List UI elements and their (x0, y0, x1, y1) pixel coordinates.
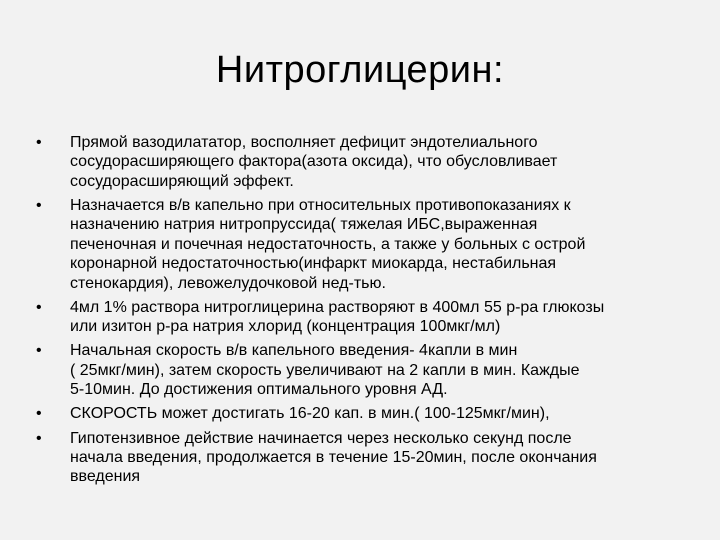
bullet-line: сосудорасширяющий эффект. (70, 172, 294, 190)
bullet-text (70, 429, 684, 487)
bullet-item (36, 404, 684, 423)
bullet-text (70, 133, 684, 191)
bullet-line: Назначается в/в капельно при относительных противопоказаниях к (70, 197, 571, 215)
bullet-line: введения (70, 468, 141, 486)
bullet-point-icon: • (36, 134, 42, 151)
bullet-line: начала введения, продолжается в течение 15-20мин, после окончания (70, 449, 597, 467)
bullet-item (36, 429, 684, 487)
bullet-point-icon: • (36, 405, 42, 423)
bullet-line: печеночная и почечная недостаточность, а также у больных с острой (70, 235, 586, 253)
bullet-line: ( 25мкг/мин), затем скорость увеличивают на 2 капли в мин. Каждые (70, 361, 580, 379)
bullet-line: стенокардия), левожелудочковой нед-тью. (70, 274, 386, 292)
bullet-item (36, 196, 684, 293)
bullet-point-icon: • (36, 429, 42, 447)
bullet-list (36, 133, 684, 492)
bullet-text (70, 341, 684, 399)
bullet-line: Начальная скорость в/в капельного введения- 4капли в мин (70, 342, 518, 360)
bullet-point-icon: • (36, 298, 42, 316)
bullet-text (70, 298, 684, 337)
bullet-item (36, 133, 684, 191)
bullet-item (36, 298, 684, 337)
slide-title: Нитроглицерин: (215, 49, 505, 91)
bullet-line: коронарной недостаточностью(инфаркт миокарда, нестабильная (70, 255, 557, 273)
bullet-line: Гипотензивное действие начинается через несколько секунд после (70, 429, 572, 447)
bullet-point-icon: • (36, 197, 42, 215)
bullet-line: назначению натрия нитропруссида( тяжелая ИБС,выраженная (70, 216, 538, 234)
bullet-line: или изитон р-ра натрия хлорид (концентрация 100мкг/мл) (70, 318, 501, 336)
bullet-line: Прямой вазодилататор, восполняет дефицит эндотелиального (70, 134, 538, 151)
bullet-line: СКОРОСТЬ может достигать 16-20 кап. в мин.( 100-125мкг/мин), (70, 405, 550, 423)
bullet-text (70, 404, 684, 423)
bullet-item (36, 341, 684, 399)
bullet-text (70, 196, 684, 293)
bullet-line: 4мл 1% раствора нитроглицерина растворяют в 400мл 55 р-ра глюкозы (70, 298, 605, 316)
bullet-line: 5-10мин. До достижения оптимального уровня АД. (70, 381, 448, 399)
bullet-line: сосудорасширяющего фактора(азота оксида), что обусловливает (70, 153, 558, 171)
bullet-point-icon: • (36, 342, 42, 360)
